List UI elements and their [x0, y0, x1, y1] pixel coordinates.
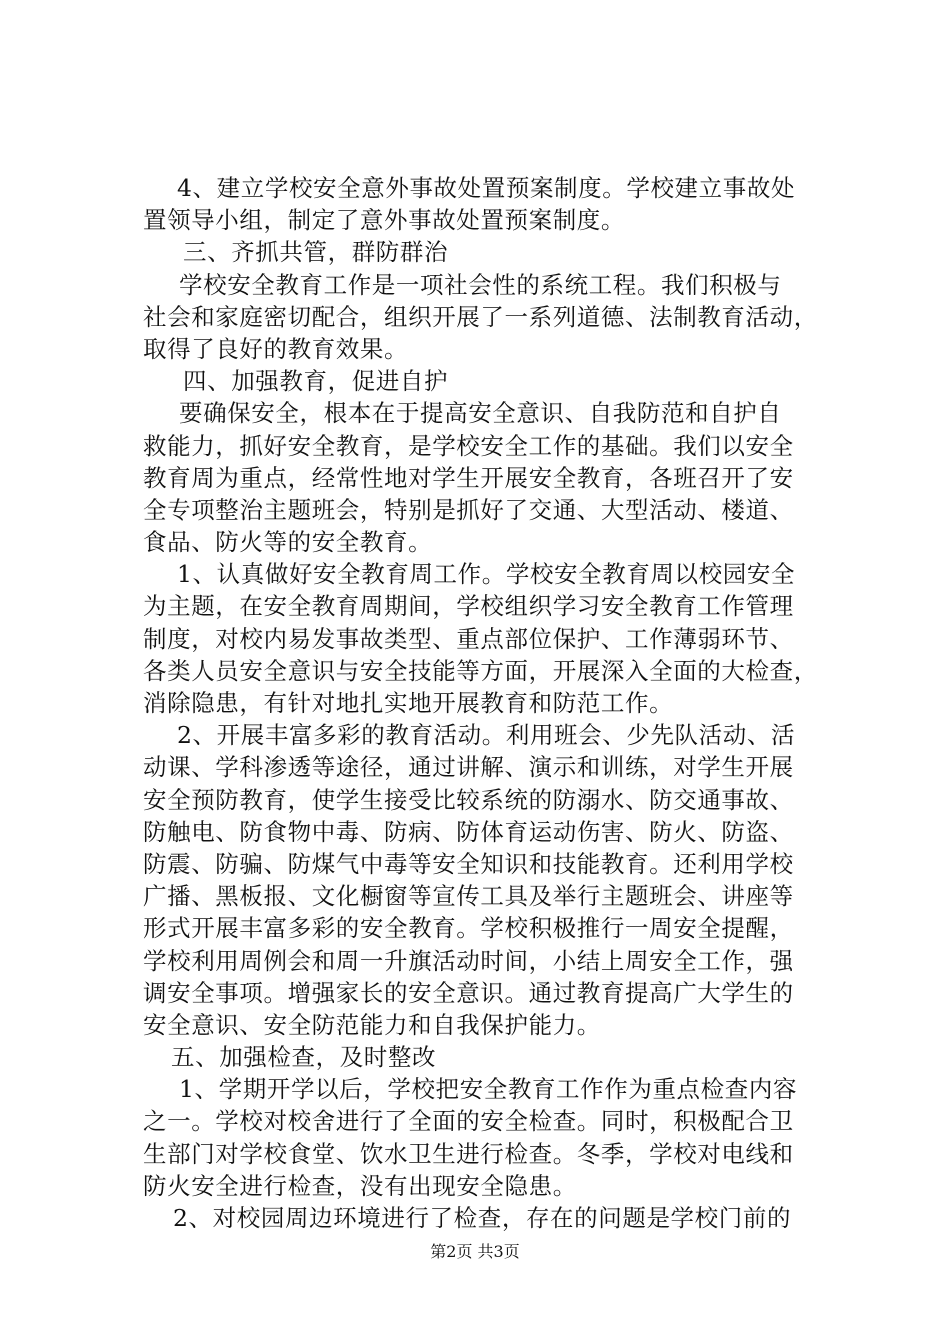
paragraph-line: 调安全事项。增强家长的安全意识。通过教育提高广大学生的 [143, 978, 794, 1007]
paragraph-line: 消除隐患，有针对地扎实地开展教育和防范工作。 [143, 689, 674, 717]
paragraph-line: 食品、防火等的安全教育。 [143, 528, 433, 557]
paragraph-line: 1、认真做好安全教育周工作。学校安全教育周以校园安全 [177, 560, 796, 589]
paragraph-line: 制度，对校内易发事故类型、重点部位保护、工作薄弱环节、 [143, 624, 794, 653]
paragraph-line: 2、对校园周边环境进行了检查，存在的问题是学校门前的 [173, 1204, 792, 1232]
document-body [143, 172, 833, 1234]
paragraph-line: 教育周为重点，经常性地对学生开展安全教育，各班召开了安 [143, 463, 794, 492]
paragraph-line: 取得了良好的教育效果。 [143, 334, 409, 363]
paragraph-line: 之一。学校对校舍进行了全面的安全检查。同时，积极配合卫 [143, 1107, 794, 1136]
paragraph-line: 要确保安全，根本在于提高安全意识、自我防范和自护自 [179, 399, 782, 428]
paragraph-line: 防火安全进行检查，没有出现安全隐患。 [143, 1171, 577, 1200]
section-heading: 四、加强教育，促进自护 [183, 367, 449, 396]
section-heading: 五、加强检查，及时整改 [171, 1043, 437, 1072]
paragraph-line: 救能力，抓好安全教育，是学校安全工作的基础。我们以安全 [143, 431, 794, 460]
paragraph-line: 1、学期开学以后，学校把安全教育工作作为重点检查内容 [179, 1075, 798, 1104]
paragraph-line: 动课、学科渗透等途径，通过讲解、演示和训练，对学生开展 [143, 753, 794, 782]
paragraph-line: 为主题，在安全教育周期间，学校组织学习安全教育工作管理 [143, 592, 794, 621]
paragraph-line: 各类人员安全意识与安全技能等方面，开展深入全面的大检查， [143, 656, 818, 685]
paragraph-line: 生部门对学校食堂、饮水卫生进行检查。冬季，学校对电线和 [143, 1139, 794, 1168]
paragraph-line: 全专项整治主题班会，特别是抓好了交通、大型活动、楼道、 [143, 495, 794, 524]
paragraph-line: 形式开展丰富多彩的安全教育。学校积极推行一周安全提醒， [143, 914, 794, 943]
paragraph-line: 防震、防骗、防煤气中毒等安全知识和技能教育。还利用学校 [143, 849, 794, 878]
paragraph-line: 安全预防教育，使学生接受比较系统的防溺水、防交通事故、 [143, 785, 794, 814]
paragraph-line: 安全意识、安全防范能力和自我保护能力。 [143, 1010, 601, 1039]
paragraph-line: 置领导小组，制定了意外事故处置预案制度。 [143, 206, 625, 235]
paragraph-line: 学校利用周例会和周一升旗活动时间，小结上周安全工作，强 [143, 946, 794, 975]
paragraph-line: 4、建立学校安全意外事故处置预案制度。学校建立事故处 [177, 174, 796, 202]
paragraph-line: 广播、黑板报、文化橱窗等宣传工具及举行主题班会、讲座等 [143, 882, 794, 911]
paragraph-line: 学校安全教育工作是一项社会性的系统工程。我们积极与 [179, 270, 782, 299]
paragraph-line: 2、开展丰富多彩的教育活动。利用班会、少先队活动、活 [177, 721, 796, 750]
paragraph-line: 防触电、防食物中毒、防病、防体育运动伤害、防火、防盗、 [143, 817, 794, 846]
paragraph-line: 社会和家庭密切配合，组织开展了一系列道德、法制教育活动， [143, 302, 818, 331]
page-number-footer: 第2页 共3页 [430, 1242, 520, 1261]
section-heading: 三、齐抓共管，群防群治 [183, 238, 449, 267]
